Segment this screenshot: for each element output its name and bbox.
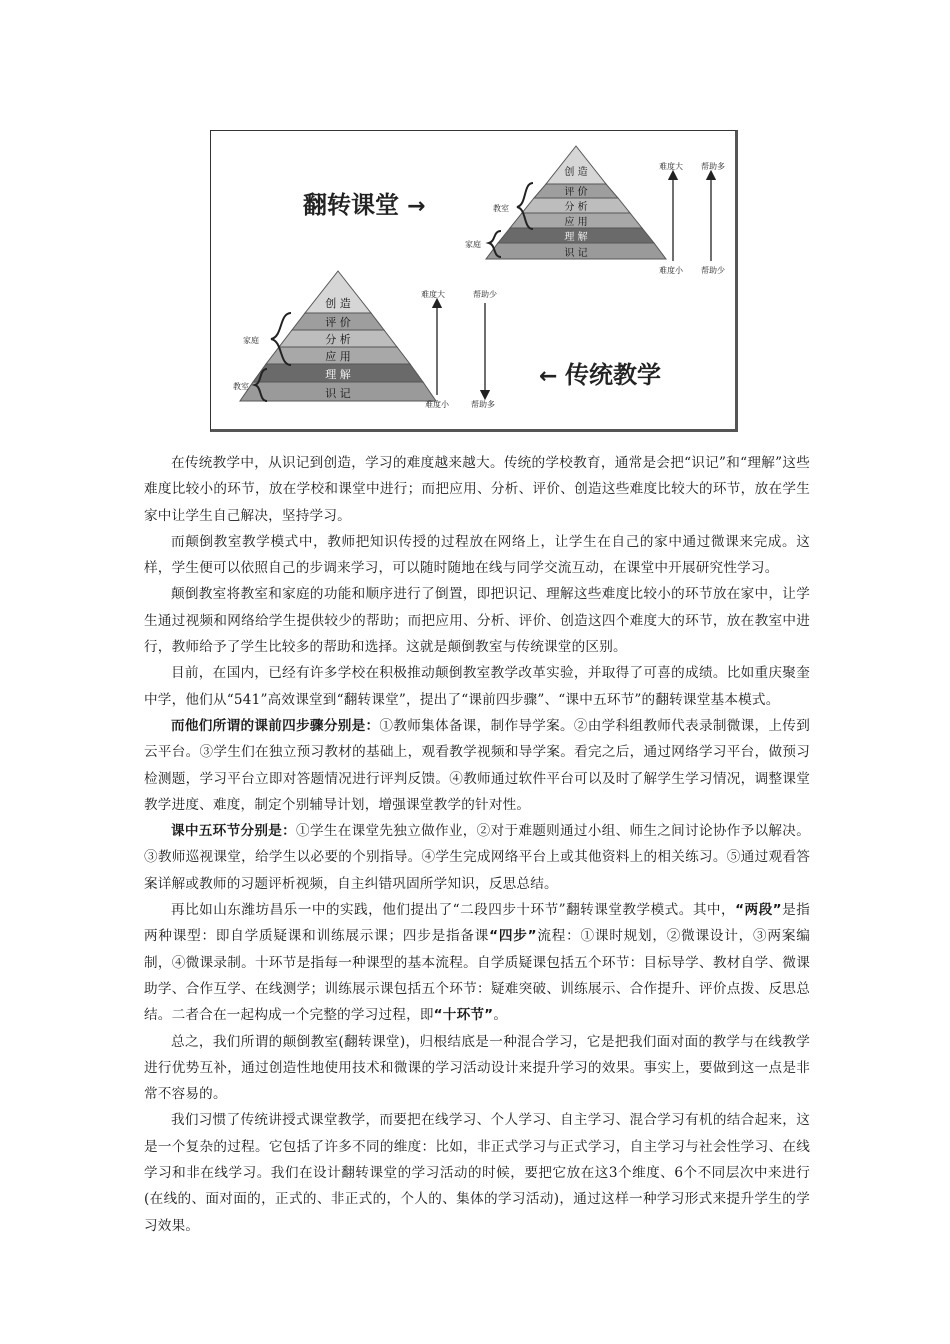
traditional-level-4: 应 用 — [325, 350, 351, 363]
flipped-title-arrow-icon: → — [407, 194, 426, 219]
paragraph-7-text-d: 流程：①课时规划，②微课设计，③两案编制，④微课录制。十环节是指每一种课型的基本流程。自学质疑课包括五个环节：目标导学、教材自学、微课助学、合作互学、在线测学；训练展示课包括五个环节：疑难突破、训练展示、合作提升、评价点拨、反思总结。二者合在一起构成一个完整的学习过程，即 — [144, 928, 810, 1024]
traditional-level-5: 理 解 — [325, 368, 351, 381]
paragraph-6-text: ①学生在课堂先独立做作业，②对于难题则通过小组、师生之间讨论协作予以解决。③教师巡视课堂，给学生以必要的个别指导。④学生完成网络平台上或其他资料上的相关练习。⑤通过观看答案详解或教师的习题评析视频，自主纠错巩固所学知识，反思总结。 — [144, 823, 810, 892]
paragraph-7-text-c: 是指两种课型：即自学质疑课和训练展示课；四步是指备课 — [144, 902, 810, 945]
paragraph-6 — [144, 818, 810, 897]
flipped-brace-top-label: 教室 — [493, 204, 509, 213]
traditional-level-1: 创 造 — [325, 297, 351, 310]
flipped-difficulty-high: 难度大 — [659, 162, 683, 171]
flipped-difficulty-low: 难度小 — [659, 266, 683, 275]
traditional-help-more: 帮助多 — [471, 400, 495, 409]
paragraph-6-heading: 课中五环节分别是： — [171, 823, 297, 840]
traditional-level-2: 评 价 — [325, 316, 351, 329]
paragraph-5-heading: 而他们所谓的课前四步骤分别是： — [171, 717, 380, 734]
flipped-level-3: 分 析 — [564, 202, 588, 213]
traditional-difficulty-high: 难度大 — [421, 290, 445, 299]
paragraph-7 — [144, 897, 810, 1028]
traditional-level-3: 分 析 — [325, 333, 351, 346]
flipped-help-more: 帮助多 — [701, 162, 725, 171]
traditional-brace-bottom-label: 教室 — [233, 382, 249, 391]
paragraph-4: 目前，在国内，已经有许多学校在积极推动颠倒教室教学改革实验，并取得了可喜的成绩。比如重庆聚奎中学，他们从“541”高效课堂到“翻转课堂”，提出了“课前四步骤”、“课中五环节”的翻转课堂基本模式。 — [144, 665, 810, 708]
flipped-level-6: 识 记 — [564, 248, 588, 259]
pyramid-figure — [210, 130, 738, 432]
flipped-level-1: 创 造 — [564, 167, 588, 178]
paragraph-9: 我们习惯了传统讲授式课堂教学，而要把在线学习、个人学习、自主学习、混合学习有机的结合起来，这是一个复杂的过程。它包括了许多不同的维度：比如，非正式学习与正式学习，自主学习与社会性学习、在线学习和非在线学习。我们在设计翻转课堂的学习活动的时候，要把它放在这3个维度、6个不同层次中来进行(在线的、面对面的，正式的、非正式的，个人的、集体的学习活动)，通过这样一种学习形式来提升学生的学习效果。 — [144, 1112, 810, 1234]
figure-canvas — [211, 131, 739, 433]
paragraph-3: 颠倒教室将教室和家庭的功能和顺序进行了倒置，即把识记、理解这些难度比较小的环节放在家中，让学生通过视频和网络给学生提供较少的帮助；而把应用、分析、评价、创造这四个难度大的环节，放在教室中进行，教师给予了学生比较多的帮助和选择。这就是颠倒教室与传统课堂的区别。 — [144, 586, 810, 656]
paragraph-5 — [144, 713, 810, 818]
flipped-level-2: 评 价 — [564, 187, 588, 198]
paragraph-5-text: ①教师集体备课，制作导学案。②由学科组教师代表录制微课，上传到云平台。③学生们在独立预习教材的基础上，观看教学视频和导学案。看完之后，通过网络学习平台，做预习检测题，学习平台立即对答题情况进行评判反馈。④教师通过软件平台可以及时了解学生学习情况，调整课堂教学进度、难度，制定个别辅导计划，增强课堂教学的针对性。 — [144, 717, 810, 813]
paragraph-7-bold-3: “十环节” — [433, 1007, 494, 1024]
traditional-pyramid — [240, 271, 436, 401]
traditional-brace-top-label: 家庭 — [243, 336, 259, 345]
flipped-level-5: 理 解 — [564, 232, 588, 243]
flipped-brace-bottom-label: 家庭 — [465, 240, 481, 249]
flipped-pyramid — [486, 146, 666, 259]
paragraph-1: 在传统教学中，从识记到创造，学习的难度越来越大。传统的学校教育，通常是会把“识记”和“理解”这些难度比较小的环节，放在学校和课堂中进行；而把应用、分析、评价、创造这些难度比较大的环节，放在学生家中让学生自己解决，坚持学习。 — [144, 455, 810, 524]
traditional-difficulty-low: 难度小 — [425, 400, 449, 409]
article-body — [144, 450, 810, 1239]
paragraph-7-bold-2: “四步” — [489, 928, 537, 945]
paragraph-7-text-e: 。 — [493, 1007, 508, 1024]
paragraph-2: 而颠倒教室教学模式中，教师把知识传授的过程放在网络上，让学生在自己的家中通过微课来完成。这样，学生便可以依照自己的步调来学习，可以随时随地在线与同学交流互动，在课堂中开展研究性学习。 — [144, 533, 810, 577]
traditional-help-less: 帮助少 — [473, 290, 497, 299]
paragraph-7-bold-1: “两段” — [735, 902, 782, 919]
paragraph-8: 总之，我们所谓的颠倒教室(翻转课堂)，归根结底是一种混合学习，它是把我们面对面的教学与在线教学进行优势互补，通过创造性地使用技术和微课的学习活动设计来提升学习的效果。事实上，要做到这一点是非常不容易的。 — [144, 1033, 810, 1103]
traditional-level-6: 识 记 — [325, 387, 351, 400]
flipped-tier-create — [546, 146, 606, 184]
flipped-help-less: 帮助少 — [701, 266, 725, 275]
flipped-level-4: 应 用 — [564, 217, 588, 228]
flipped-title: 翻转课堂 — [303, 191, 399, 219]
traditional-title-arrow-icon: ← — [539, 364, 558, 389]
traditional-title: 传统教学 — [565, 361, 661, 389]
paragraph-7-text-a: 再比如山东潍坊昌乐一中的实践，他们提出了“二段四步十环节”翻转课堂教学模式。其中， — [171, 902, 736, 919]
